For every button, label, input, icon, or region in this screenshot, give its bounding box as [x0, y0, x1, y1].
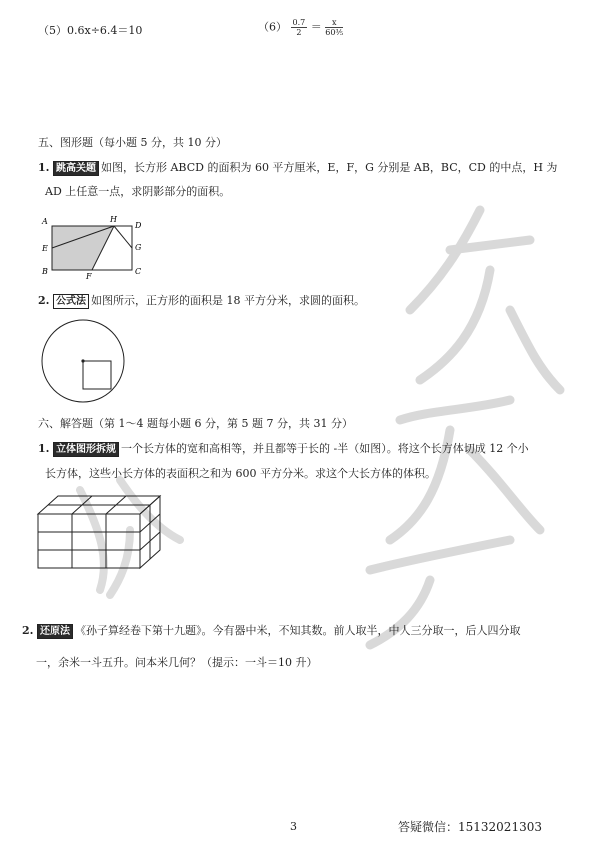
label-e: E [42, 244, 48, 253]
label-c: C [135, 267, 142, 276]
label-f: F [86, 272, 92, 280]
problem-6-rhs-fraction [325, 18, 343, 37]
problem-6-prefix: （6） [258, 20, 287, 34]
cuboid-front-face [38, 514, 140, 568]
section-5-heading: 五、图形题（每小题 5 分，共 10 分） [38, 136, 227, 149]
problem-6-rhs-denominator: 60⅗ [325, 28, 344, 37]
contact-info: 答疑微信：15132021303 [398, 820, 542, 834]
question-number: 1. [38, 161, 50, 174]
label-b: B [42, 267, 48, 276]
question-number: 2. [22, 624, 34, 637]
section-6-heading: 六、解答题（第 1～4 题每小题 6 分，第 5 题 7 分，共 31 分） [38, 417, 353, 430]
question-tag: 跳高关题 [53, 161, 99, 176]
question-text: 《孙子算经卷下第十九题》。今有器中米，不知其数。前人取半，中人三分取一，后人四分取 [74, 624, 521, 637]
square-outline [83, 361, 111, 389]
section-6-q1-line1 [38, 440, 529, 457]
question-tag: 还原法 [37, 624, 73, 639]
section-5-q2-line [38, 292, 365, 309]
question-number: 2. [38, 294, 50, 307]
section-6-q2-line1 [22, 622, 520, 639]
problem-5-equation: （5）0.6x÷6.4＝10 [38, 24, 143, 37]
circle-center-dot [81, 359, 84, 362]
problem-6-equals: ＝ [310, 20, 322, 34]
cuboid-figure [36, 492, 166, 572]
problem-6-lhs-denominator: 2 [296, 28, 302, 37]
problem-6-lhs-numerator: 0.7 [292, 18, 306, 27]
label-g: G [135, 243, 142, 252]
label-a: A [42, 217, 48, 226]
question-number: 1. [38, 442, 50, 455]
section-6-q2-line2: 一，余米一斗五升。问本米几何？（提示：一斗＝10 升） [36, 656, 318, 669]
label-h: H [110, 215, 117, 224]
section-5-q1-line1 [38, 159, 557, 176]
problem-6-equation [258, 18, 343, 37]
rectangle-abcd-figure [38, 210, 148, 280]
question-tag: 公式法 [53, 294, 89, 309]
question-tag: 立体图形拆规 [53, 442, 119, 457]
circle-square-figure [40, 315, 130, 405]
page-number: 3 [290, 820, 297, 833]
question-text: 如图所示，正方形的面积是 18 平方分米，求圆的面积。 [90, 294, 365, 307]
question-text: 一个长方体的宽和高相等，并且都等于长的 -半（如图）。将这个长方体切成 12 个小 [120, 442, 529, 455]
label-d: D [135, 221, 142, 230]
shaded-region [52, 226, 114, 270]
line-h-g [114, 226, 132, 248]
problem-6-rhs-numerator: x [325, 18, 343, 28]
question-text: 如图，长方形 ABCD 的面积为 60 平方厘米，E，F，G 分别是 AB，BC，CD 的中点，H 为 [100, 161, 558, 174]
problem-6-lhs-fraction [291, 18, 308, 37]
section-5-q1-line2: AD 上任意一点，求阴影部分的面积。 [45, 185, 231, 198]
section-6-q1-line2: 长方体，这些小长方体的表面积之和为 600 平方分米。求这个大长方体的体积。 [45, 467, 436, 480]
calligraphy-watermark [330, 190, 570, 650]
